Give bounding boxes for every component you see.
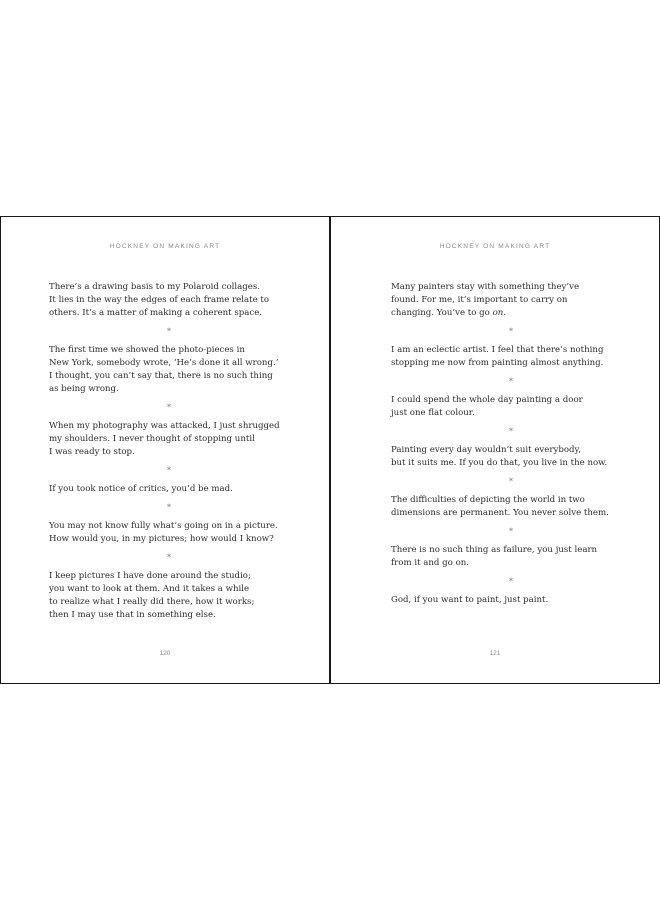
- quote: There is no such thing as failure, you just learn from it and go on.: [391, 545, 598, 568]
- running-header: HOCKNEY ON MAKING ART: [109, 243, 221, 250]
- quote: God, if you want to paint, just paint.: [391, 595, 549, 605]
- running-header: HOCKNEY ON MAKING ART: [439, 243, 551, 250]
- separator-asterisk: *: [509, 327, 513, 336]
- right-page: [330, 216, 660, 684]
- page-body: [391, 281, 631, 607]
- book-spread: [0, 216, 660, 686]
- page-number: 120: [159, 650, 171, 657]
- quote: If you took notice of critics, you’d be mad.: [49, 484, 233, 494]
- separator-asterisk: *: [167, 403, 171, 412]
- quote-end: .: [503, 308, 507, 318]
- quote: Painting every day wouldn’t suit everybody, but it suits me. If you do that, you live in the now.: [391, 445, 608, 468]
- quote-emphasis: on: [492, 308, 504, 318]
- separator-asterisk: *: [167, 466, 171, 475]
- quote-text: Many painters stay with something they’ve found. For me, it’s important to carry on changing. You’ve to go: [391, 282, 580, 318]
- quote: The difficulties of depicting the world in two dimensions are permanent. You never solve them.: [391, 495, 609, 518]
- page-body: [49, 281, 289, 622]
- quote: When my photography was attacked, I just shrugged my shoulders. I never thought of stopping until I was ready to stop.: [49, 421, 280, 457]
- separator-asterisk: *: [167, 327, 171, 336]
- quote: [391, 281, 631, 320]
- separator-asterisk: *: [509, 477, 513, 486]
- quote: I could spend the whole day painting a door just one flat colour.: [391, 395, 583, 418]
- quote: The first time we showed the photo-pieces in New York, somebody wrote, ‘He’s done it all wrong.’ I thought, you can’t say that, there is no such thing as being wrong.: [49, 345, 279, 394]
- separator-asterisk: *: [509, 377, 513, 386]
- left-page: [0, 216, 330, 684]
- separator-asterisk: *: [509, 427, 513, 436]
- separator-asterisk: *: [509, 577, 513, 586]
- page-number: 121: [489, 650, 501, 657]
- separator-asterisk: *: [167, 503, 171, 512]
- quote: There’s a drawing basis to my Polaroid collages. It lies in the way the edges of each frame relate to others. It’s a matter of making a coherent space.: [49, 282, 270, 318]
- quote: I am an eclectic artist. I feel that there’s nothing stopping me now from painting almost anything.: [391, 345, 604, 368]
- separator-asterisk: *: [167, 553, 171, 562]
- quote: I keep pictures I have done around the studio; you want to look at them. And it takes a while to realize what I really did there, how it works; then I may use that in something else.: [49, 571, 255, 620]
- quote: You may not know fully what’s going on in a picture. How would you, in my pictures; how would I know?: [49, 521, 278, 544]
- separator-asterisk: *: [509, 527, 513, 536]
